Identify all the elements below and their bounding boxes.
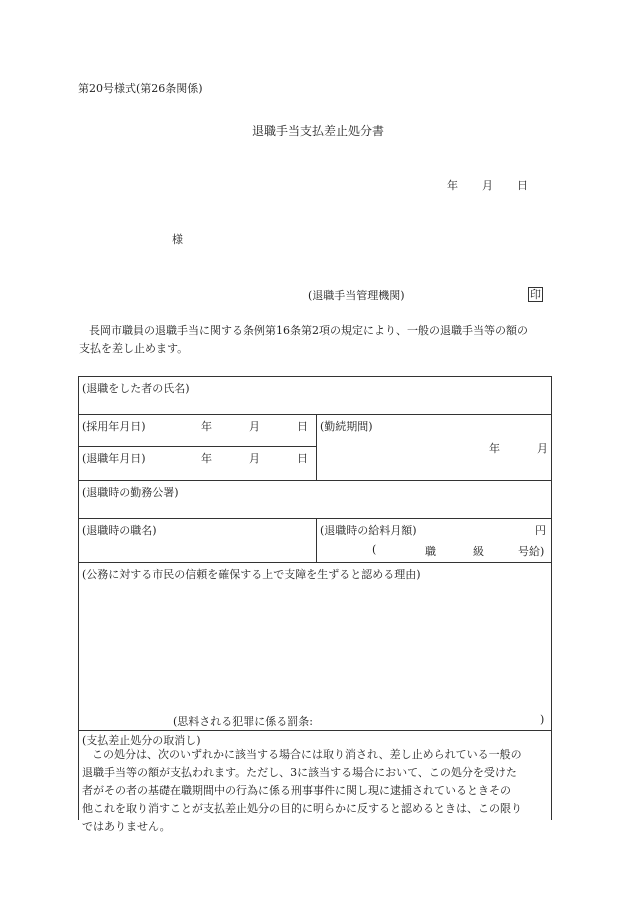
date-day-label: 日: [517, 179, 528, 192]
intro-line-2: 支払を差し止めます。: [79, 342, 189, 355]
retire-year-unit: 年: [201, 452, 212, 465]
hire-day-unit: 日: [297, 420, 308, 433]
retire-day-unit: 日: [297, 452, 308, 465]
reason-label: (公務に対する市民の信頼を確保する上で支障を生ずると認める理由): [82, 568, 421, 581]
position-label: (退職時の職名): [82, 524, 157, 537]
hire-date-label: (採用年月日): [82, 420, 146, 433]
salary-unit: 円: [535, 524, 546, 537]
grade-shoku: 職: [425, 545, 436, 558]
revocation-line-4: 他これを取り消すことが支払差止処分の目的に明らかに反すると認めるときは、この限り: [82, 802, 522, 815]
date-month-label: 月: [482, 179, 493, 192]
hire-year-unit: 年: [201, 420, 212, 433]
document-title: 退職手当支払差止処分書: [252, 124, 385, 138]
issuer-label: (退職手当管理機関): [308, 289, 405, 302]
revocation-line-2: 退職手当等の額が支払われます。ただし、3に該当する場合において、この処分を受けた: [82, 766, 517, 779]
grade-gokyu: 号給): [518, 545, 545, 558]
service-month-unit: 月: [537, 442, 548, 455]
date-year-label: 年: [447, 179, 458, 192]
seal-mark: [528, 286, 543, 302]
revocation-line-5: ではありません。: [82, 820, 171, 833]
penalty-label: (思料される犯罪に係る罰条:: [173, 715, 313, 728]
form-number: 第20号様式(第26条関係): [78, 82, 203, 95]
retire-month-unit: 月: [249, 452, 260, 465]
hire-month-unit: 月: [249, 420, 260, 433]
revocation-line-3: 者がその者の基礎在職期間中の行為に係る刑事事件に関し現に逮捕されているときその: [82, 784, 511, 797]
retiree-name-label: (退職をした者の氏名): [82, 382, 190, 395]
revocation-title: (支払差止処分の取消し): [82, 734, 201, 747]
grade-open: (: [372, 543, 377, 556]
penalty-close: ): [540, 713, 545, 726]
revocation-line-1: この処分は、次のいずれかに該当する場合には取り消され、差し止められている一般の: [92, 748, 522, 761]
salary-label: (退職時の給料月額): [320, 524, 417, 537]
seal-text: 印: [530, 288, 541, 301]
grade-kyu: 級: [473, 545, 484, 558]
intro-line-1: 長岡市職員の退職手当に関する条例第16条第2項の規定により、一般の退職手当等の額の: [89, 324, 528, 337]
office-label: (退職時の勤務公署): [82, 486, 179, 499]
service-year-unit: 年: [489, 442, 500, 455]
retire-date-label: (退職年月日): [82, 452, 146, 465]
addressee-suffix: 様: [172, 233, 183, 246]
service-period-label: (勤続期間): [320, 420, 373, 433]
